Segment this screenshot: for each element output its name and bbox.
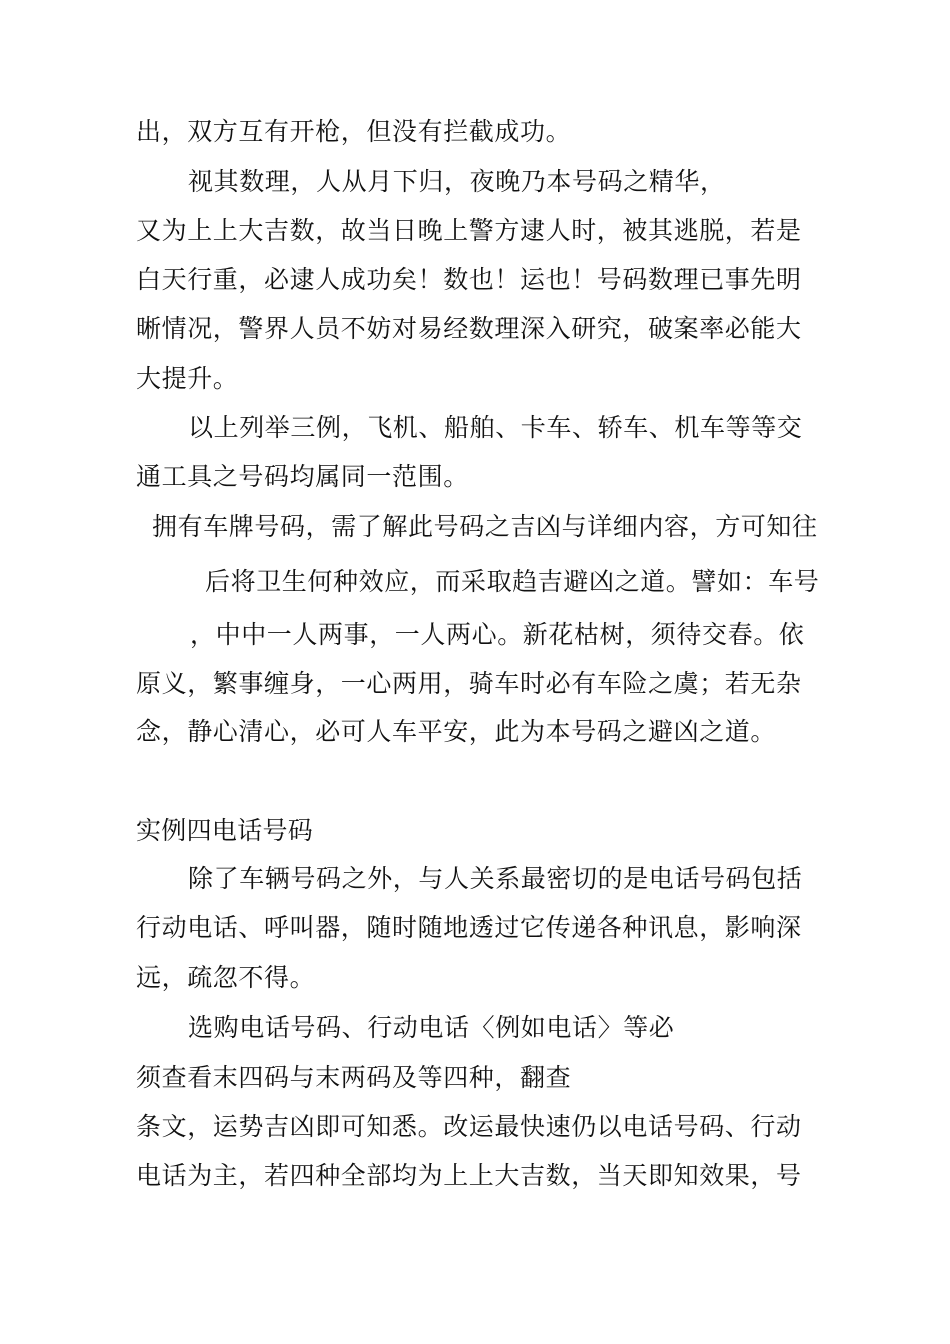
text-line-5: 晰情况，警界人员不妨对易经数理深入研究，破案率必能大 xyxy=(136,314,802,343)
text-line-1: 出，双方互有开枪，但没有拦截成功。 xyxy=(136,117,572,146)
text-line-15: 除了车辆号码之外，与人关系最密切的是电话号码包括 xyxy=(188,864,803,893)
text-line-13: 念，静心清心，必可人车平安，此为本号码之避凶之道。 xyxy=(136,717,777,746)
text-line-10: 后将卫生何种效应，而采取趋吉避凶之道。譬如：车号 xyxy=(205,567,820,596)
text-line-12: 原义，繁事缠身，一心两用，骑车时必有车险之虞；若无杂 xyxy=(136,669,802,698)
text-line-19: 须查看末四码与末两码及等四种，翻查 xyxy=(136,1063,572,1092)
text-line-17: 远，疏忽不得。 xyxy=(136,963,316,992)
text-line-21: 电话为主，若四种全部均为上上大吉数，当天即知效果，号 xyxy=(136,1161,802,1190)
text-line-11: ，中中一人两事，一人两心。新花枯树，须待交春。依 xyxy=(190,620,805,649)
section-heading: 实例四电话号码 xyxy=(136,816,314,845)
text-line-7: 以上列举三例，飞机、船舶、卡车、轿车、机车等等交 xyxy=(188,413,803,442)
text-line-20: 条文，运势吉凶即可知悉。改运最快速仍以电话号码、行动 xyxy=(136,1112,802,1141)
text-line-3: 又为上上大吉数，故当日晚上警方逮人时，被其逃脱，若是 xyxy=(136,216,802,245)
text-line-9: 拥有车牌号码，需了解此号码之吉凶与详细内容，方可知往 xyxy=(152,512,818,541)
text-line-6: 大提升。 xyxy=(136,364,239,393)
text-line-16: 行动电话、呼叫器，随时随地透过它传递各种讯息，影响深 xyxy=(136,913,802,942)
text-line-18: 选购电话号码、行动电话〈例如电话〉等必 xyxy=(188,1013,675,1042)
text-line-2: 视其数理，人从月下归，夜晚乃本号码之精华， xyxy=(188,167,726,196)
text-line-8: 通工具之号码均属同一范围。 xyxy=(136,462,469,491)
text-line-4: 白天行重，必逮人成功矣！数也！运也！号码数理已事先明 xyxy=(136,265,802,294)
